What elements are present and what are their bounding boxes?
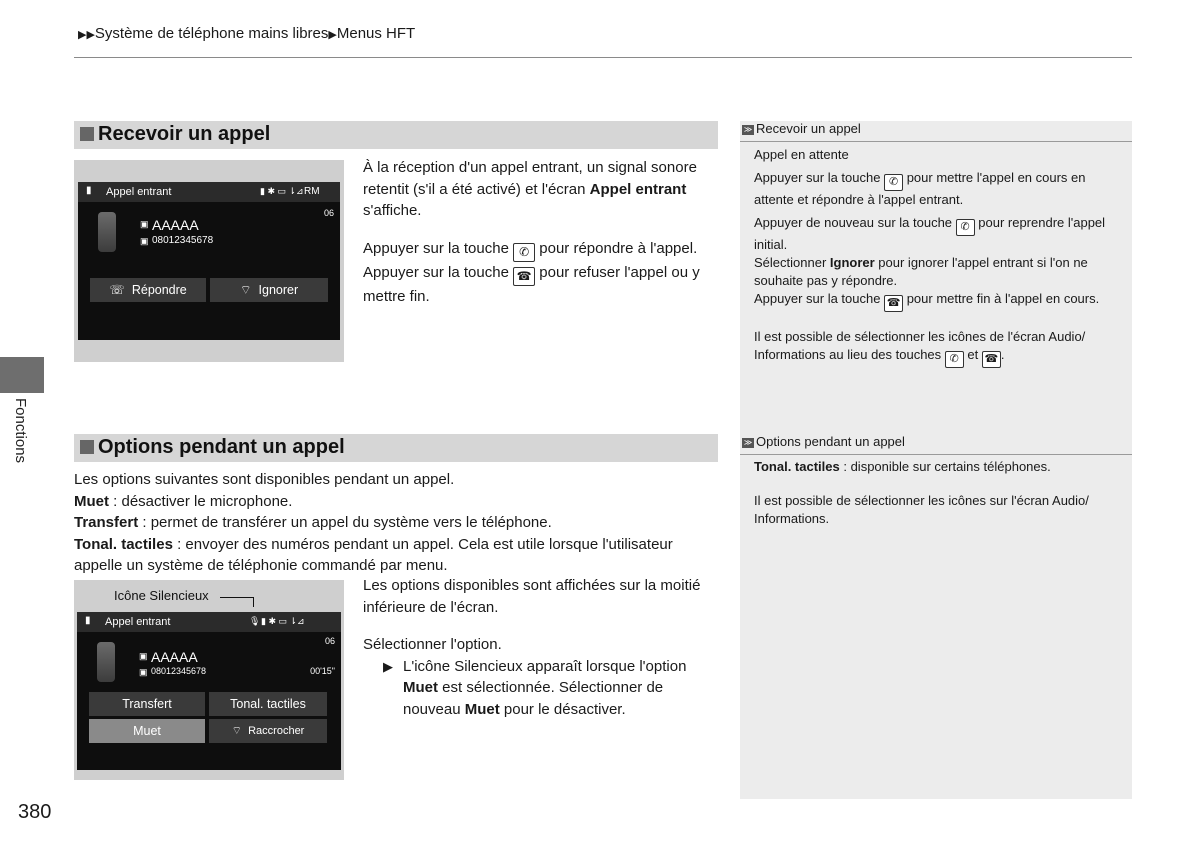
hangup-key-icon: ☎ bbox=[982, 351, 1001, 368]
hangup-label: Raccrocher bbox=[248, 725, 305, 737]
transfer-button[interactable]: Transfert bbox=[89, 692, 205, 716]
sidebar-heading-text: Recevoir un appel bbox=[756, 121, 861, 136]
options-select-step: Sélectionner l'option. bbox=[363, 636, 502, 653]
answer-key-icon: ✆ bbox=[884, 174, 903, 191]
status-icons: ▮ ✱ ▭ ⇂⊿ bbox=[261, 616, 305, 626]
screen-title: Appel entrant bbox=[105, 616, 171, 628]
options-text-block bbox=[74, 469, 718, 577]
mute-status-icon: 🎙 bbox=[249, 616, 261, 626]
breadcrumb-part2: Menus HFT bbox=[336, 25, 416, 42]
side-tab-marker bbox=[0, 357, 44, 393]
answer-key-icon: ✆ bbox=[956, 219, 975, 236]
caller-number: 08012345678 bbox=[152, 235, 214, 246]
receive-text-block bbox=[363, 157, 718, 307]
sidebar-heading-options bbox=[740, 434, 1132, 455]
header-divider bbox=[74, 57, 1132, 58]
sidebar-line: Appuyer sur la touche ☎ pour mettre fin à l'appel en cours. bbox=[754, 290, 1124, 312]
option-tones: Tonal. tactiles : envoyer des numéros pendant un appel. Cela est utile lorsque l'utilisateur appelle un système de téléphonie commandé par menu. bbox=[74, 535, 673, 574]
call-counter: 06 bbox=[324, 636, 335, 646]
options-intro: Les options suivantes sont disponibles pendant un appel. bbox=[74, 471, 455, 488]
contact-icon: ▣ bbox=[139, 651, 148, 661]
touch-tones-button[interactable]: Tonal. tactiles bbox=[209, 692, 327, 716]
sidebar-line: Tonal. tactiles : disponible sur certains téléphones. bbox=[754, 459, 1051, 474]
caller-name: AAAAA bbox=[151, 649, 198, 665]
phone-small-icon: ▮ bbox=[85, 615, 91, 626]
call-duration: 00'15" bbox=[310, 666, 335, 676]
number-icon: ▣ bbox=[140, 236, 149, 246]
heading-square-icon bbox=[80, 440, 94, 454]
option-mute: Muet : désactiver le microphone. bbox=[74, 492, 293, 510]
receive-paragraph-2: Appuyer sur la touche ✆ pour répondre à l'appel. Appuyer sur la touche ☎ pour refuser l'appel ou y mettre fin. bbox=[363, 239, 700, 305]
ignore-button[interactable] bbox=[210, 278, 328, 302]
heading-square-icon bbox=[80, 127, 94, 141]
page-number: 380 bbox=[18, 801, 52, 823]
phone-small-icon: ▮ bbox=[86, 185, 92, 196]
screen-title: Appel entrant bbox=[106, 186, 172, 198]
call-counter: 06 bbox=[323, 208, 334, 218]
breadcrumb-part1: Système de téléphone mains libres bbox=[94, 25, 329, 42]
sidebar-receive-text bbox=[754, 146, 1124, 368]
callout-line bbox=[253, 597, 254, 607]
screen-status-bar bbox=[78, 182, 340, 202]
number-icon: ▣ bbox=[139, 667, 148, 677]
options-right-text bbox=[363, 575, 718, 720]
hang-up-button[interactable] bbox=[209, 719, 327, 743]
answer-button[interactable] bbox=[90, 278, 206, 302]
sidebar-heading-receive bbox=[740, 121, 1132, 142]
mobile-phone-icon bbox=[97, 642, 115, 682]
result-arrow-icon: ▶ bbox=[383, 658, 393, 674]
section-title: Recevoir un appel bbox=[98, 123, 271, 145]
options-call-screen bbox=[77, 612, 341, 770]
receive-paragraph-1: À la réception d'un appel entrant, un signal sonore retentit (s'il a été activé) et l'écran Appel entrant s'affiche. bbox=[363, 159, 697, 219]
sidebar-options-text bbox=[754, 458, 1124, 528]
mute-icon-callout: Icône Silencieux bbox=[114, 588, 209, 603]
cross-reference-icon: ≫ bbox=[743, 124, 753, 134]
status-text: RM bbox=[304, 186, 320, 197]
breadcrumb-arrow-icon: ▶▶ bbox=[78, 29, 95, 41]
section-heading-options bbox=[74, 434, 718, 462]
mobile-phone-icon bbox=[98, 212, 116, 252]
call-waiting-title: Appel en attente bbox=[754, 147, 849, 162]
callout-line bbox=[220, 597, 254, 598]
sidebar-line: Appuyer de nouveau sur la touche ✆ pour reprendre l'appel initial. bbox=[754, 215, 1106, 252]
hangup-key-icon: ☎ bbox=[513, 267, 535, 286]
hangup-key-icon: ☎ bbox=[884, 295, 903, 312]
contact-icon: ▣ bbox=[140, 219, 149, 229]
section-heading-receive bbox=[74, 121, 718, 149]
mute-result-note: ▶ L'icône Silencieux apparaît lorsque l'option Muet est sélectionnée. Sélectionner de nouveau Muet pour le désactiver. bbox=[383, 657, 687, 718]
screen-frame-incoming bbox=[74, 160, 344, 362]
screen-frame-options bbox=[74, 580, 344, 780]
section-title: Options pendant un appel bbox=[98, 436, 345, 458]
sidebar-line: Il est possible de sélectionner les icônes de l'écran Audio/ Informations au lieu des touches ✆ et ☎ . bbox=[754, 328, 1124, 368]
incoming-call-screen bbox=[78, 182, 340, 340]
ignore-icon: ⌔ bbox=[239, 283, 252, 297]
hangup-icon: ⌔ bbox=[231, 725, 242, 737]
sidebar-line: Appuyer sur la touche ✆ pour mettre l'appel en cours en attente et répondre à l'appel entrant. bbox=[754, 170, 1086, 207]
caller-number: 08012345678 bbox=[151, 666, 207, 676]
mute-button[interactable]: Muet bbox=[89, 719, 205, 743]
sidebar-line: Sélectionner Ignorer pour ignorer l'appel entrant si l'on ne souhaite pas y répondre. bbox=[754, 255, 1088, 288]
ignore-label: Ignorer bbox=[258, 283, 299, 297]
answer-phone-icon: ☏ bbox=[109, 283, 125, 297]
status-icons: ▮ ✱ ▭ ⇂⊿ bbox=[260, 186, 304, 196]
caller-name: AAAAA bbox=[152, 217, 199, 233]
answer-key-icon: ✆ bbox=[513, 243, 535, 262]
side-tab-label: Fonctions bbox=[12, 398, 29, 464]
breadcrumb-arrow-icon: ▶ bbox=[328, 29, 337, 41]
cross-reference-icon: ≫ bbox=[743, 437, 753, 447]
option-transfer: Transfert : permet de transférer un appel du système vers le téléphone. bbox=[74, 514, 552, 531]
screen-status-bar bbox=[77, 612, 341, 632]
sidebar-heading-text: Options pendant un appel bbox=[756, 434, 905, 449]
breadcrumb bbox=[78, 25, 415, 42]
options-display-note: Les options disponibles sont affichées sur la moitié inférieure de l'écran. bbox=[363, 577, 701, 616]
sidebar-line: Il est possible de sélectionner les icônes sur l'écran Audio/ Informations. bbox=[754, 493, 1089, 526]
answer-label: Répondre bbox=[131, 283, 187, 297]
answer-key-icon: ✆ bbox=[945, 351, 964, 368]
